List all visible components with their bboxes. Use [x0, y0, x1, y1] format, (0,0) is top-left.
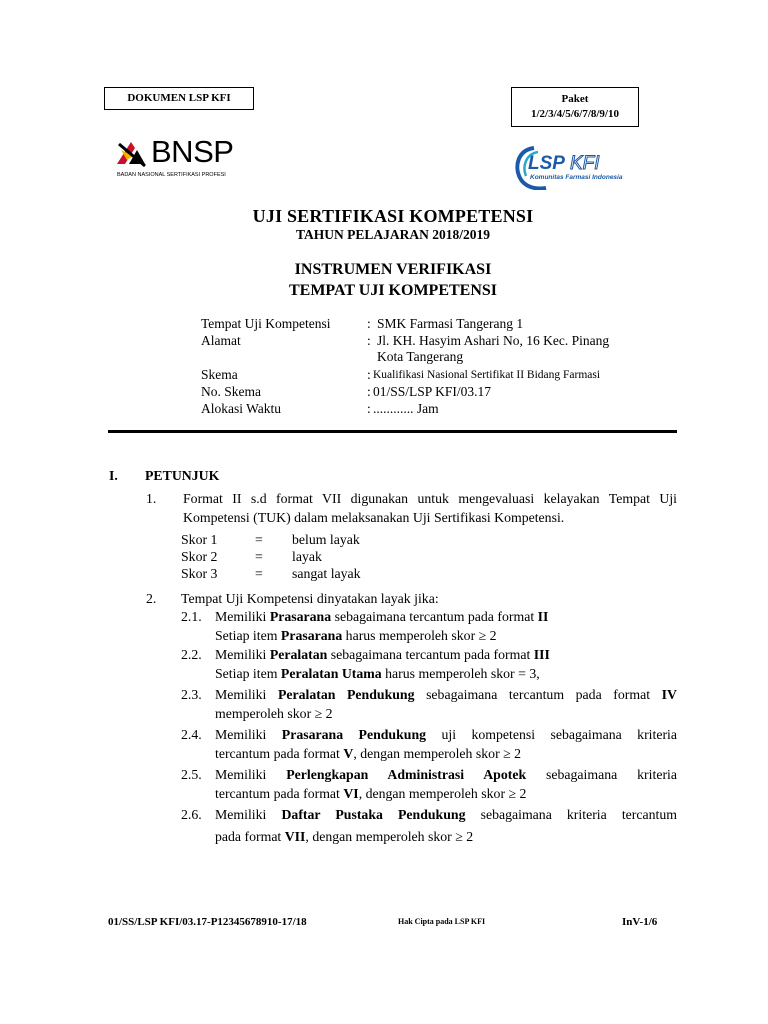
sub-line2	[215, 626, 497, 645]
colon: :	[367, 333, 371, 348]
sub-text: sebagaimana tercantum pada format	[327, 647, 534, 662]
sub-line2	[215, 744, 521, 763]
colon: :	[367, 384, 371, 399]
bnsp-subtitle: BADAN NASIONAL SERTIFIKASI PROFESI	[117, 172, 226, 178]
document-label-box	[104, 87, 254, 110]
alamat-value-line1: Jl. KH. Hasyim Ashari No, 16 Kec. Pinang	[377, 333, 610, 348]
lsp-subtitle: Komunitas Farmasi Indonesia	[530, 174, 623, 181]
sub-line2: memperoleh skor ≥ 2	[215, 706, 333, 721]
footer-copyright: Hak Cipta pada LSP KFI	[398, 917, 486, 926]
sub-line1	[215, 725, 677, 744]
score-desc: sangat layak	[292, 566, 361, 581]
sub-bold: Daftar Pustaka Pendukung	[281, 807, 466, 822]
skema-value: Kualifikasi Nasional Sertifikat II Bidang Farmasi	[373, 369, 601, 381]
tuk-label: Tempat Uji Kompetensi	[201, 316, 331, 331]
score-eq: =	[255, 566, 263, 581]
sub-text: uji kompetensi sebagaimana kriteria	[426, 727, 678, 742]
instrument-title: INSTRUMEN VERIFIKASI	[294, 261, 492, 278]
sub-bold: V	[343, 746, 354, 761]
alamat-value-line2: Kota Tangerang	[377, 349, 464, 364]
info-block	[201, 316, 661, 422]
item1-line2: Kompetensi (TUK) dalam melaksanakan Uji Sertifikasi Kompetensi.	[183, 510, 565, 525]
sub-text: Setiap item	[215, 628, 281, 643]
sub-text: sebagaimana tercantum pada format	[331, 609, 538, 624]
instrument-subtitle: TEMPAT UJI KOMPETENSI	[288, 282, 498, 299]
sub-text: sebagaimana tercantum pada format	[414, 687, 662, 702]
sub-text: harus memperoleh skor ≥ 2	[342, 628, 497, 643]
sub-text: , dengan memperoleh skor ≥ 2	[353, 746, 522, 761]
sub-bold: Prasarana	[269, 609, 332, 624]
sub-line1	[215, 805, 677, 824]
lsp-text: LSP	[528, 153, 565, 174]
sub-number: 2.1.	[181, 609, 202, 624]
item2-intro: Tempat Uji Kompetensi dinyatakan layak jika:	[181, 591, 439, 606]
sub-text: Memiliki	[215, 807, 282, 822]
sub-format: III	[533, 647, 550, 662]
sub-number: 2.6.	[181, 807, 202, 822]
score-eq: =	[255, 549, 263, 564]
score-desc: layak	[292, 549, 322, 564]
sub-text: , dengan memperoleh skor ≥ 2	[358, 786, 527, 801]
waktu-label: Alokasi Waktu	[201, 401, 282, 416]
sub-bold: Peralatan	[269, 647, 328, 662]
bnsp-text: BNSP	[151, 134, 234, 169]
lsp-kfi-logo	[512, 144, 627, 194]
sub-line1	[215, 645, 550, 664]
info-row-alamat	[201, 333, 661, 365]
noskema-label: No. Skema	[201, 384, 261, 399]
sub-text: Memiliki	[215, 767, 287, 782]
section-title-text: PETUNJUK	[145, 468, 220, 483]
sub-number: 2.4.	[181, 727, 202, 742]
sub-text: Setiap item	[215, 666, 281, 681]
sub-line2	[215, 664, 540, 683]
academic-year: TAHUN PELAJARAN 2018/2019	[295, 227, 490, 242]
item1-number: 1.	[146, 491, 157, 506]
sub-line2	[215, 827, 473, 846]
bnsp-emblem-icon	[115, 136, 149, 170]
bnsp-logo	[115, 134, 240, 184]
page-title: UJI SERTIFIKASI KOMPETENSI	[252, 206, 534, 226]
section-title	[145, 466, 219, 485]
sub-format: IV	[661, 687, 677, 702]
paket-numbers: 1/2/3/4/5/6/7/8/9/10	[530, 108, 619, 120]
document-label: DOKUMEN LSP KFI	[127, 92, 231, 104]
score-label: Skor 1	[181, 532, 218, 547]
sub-bold: Peralatan Utama	[280, 666, 382, 681]
score-row-3	[181, 564, 481, 583]
sub-line1	[215, 765, 677, 784]
sub-text: , dengan memperoleh skor ≥ 2	[305, 829, 474, 844]
sub-number: 2.5.	[181, 767, 202, 782]
section-num: I.	[109, 468, 118, 483]
sub-bold: Perlengkapan Administrasi Apotek	[286, 767, 527, 782]
item1-line1: Format II s.d format VII digunakan untuk mengevaluasi kelayakan Tempat Uji	[183, 491, 677, 506]
lsp-kfi-text: KFI	[570, 153, 600, 174]
sub-bold: Prasarana	[280, 628, 343, 643]
sub-text: harus memperoleh skor = 3,	[381, 666, 540, 681]
sub-text: tercantum pada format	[215, 746, 344, 761]
score-desc: belum layak	[292, 532, 360, 547]
sub-text: sebagaimana kriteria tercantum	[465, 807, 677, 822]
sub-number: 2.2.	[181, 647, 202, 662]
sub-bold: Peralatan Pendukung	[277, 687, 415, 702]
item2-number: 2.	[146, 591, 157, 606]
info-row-waktu	[201, 401, 661, 417]
noskema-value: 01/SS/LSP KFI/03.17	[373, 384, 492, 399]
sub-text: Memiliki	[215, 727, 282, 742]
sub-line1	[215, 685, 677, 704]
sub-text: Memiliki	[215, 609, 270, 624]
sub-format: II	[537, 609, 549, 624]
footer-page-number: InV-1/6	[622, 916, 658, 928]
sub-text: Memiliki	[215, 647, 270, 662]
colon: :	[367, 367, 371, 382]
score-eq: =	[255, 532, 263, 547]
sub-number: 2.3.	[181, 687, 202, 702]
waktu-value: ............ Jam	[373, 401, 439, 416]
sub-text: pada format	[215, 829, 285, 844]
sub-bold: VI	[343, 786, 359, 801]
divider	[108, 430, 677, 433]
section-number	[109, 466, 118, 485]
tuk-value: SMK Farmasi Tangerang 1	[377, 316, 524, 331]
info-row-tuk	[201, 316, 661, 332]
sub-text: Memiliki	[215, 687, 278, 702]
score-label: Skor 3	[181, 566, 218, 581]
skema-label: Skema	[201, 367, 238, 382]
sub-bold: Prasarana Pendukung	[281, 727, 427, 742]
colon: :	[367, 401, 371, 416]
info-row-noskema	[201, 384, 661, 400]
sub-text: tercantum pada format	[215, 786, 344, 801]
footer-code: 01/SS/LSP KFI/03.17-P12345678910-17/18	[108, 916, 307, 928]
paket-box	[511, 87, 639, 127]
sub-line1	[215, 607, 548, 626]
paket-label: Paket	[561, 93, 589, 105]
colon: :	[367, 316, 371, 331]
alamat-label: Alamat	[201, 333, 241, 348]
score-label: Skor 2	[181, 549, 218, 564]
sub-bold: VII	[284, 829, 306, 844]
sub-text: sebagaimana kriteria	[526, 767, 677, 782]
info-row-skema	[201, 367, 661, 383]
sub-line2	[215, 784, 526, 803]
